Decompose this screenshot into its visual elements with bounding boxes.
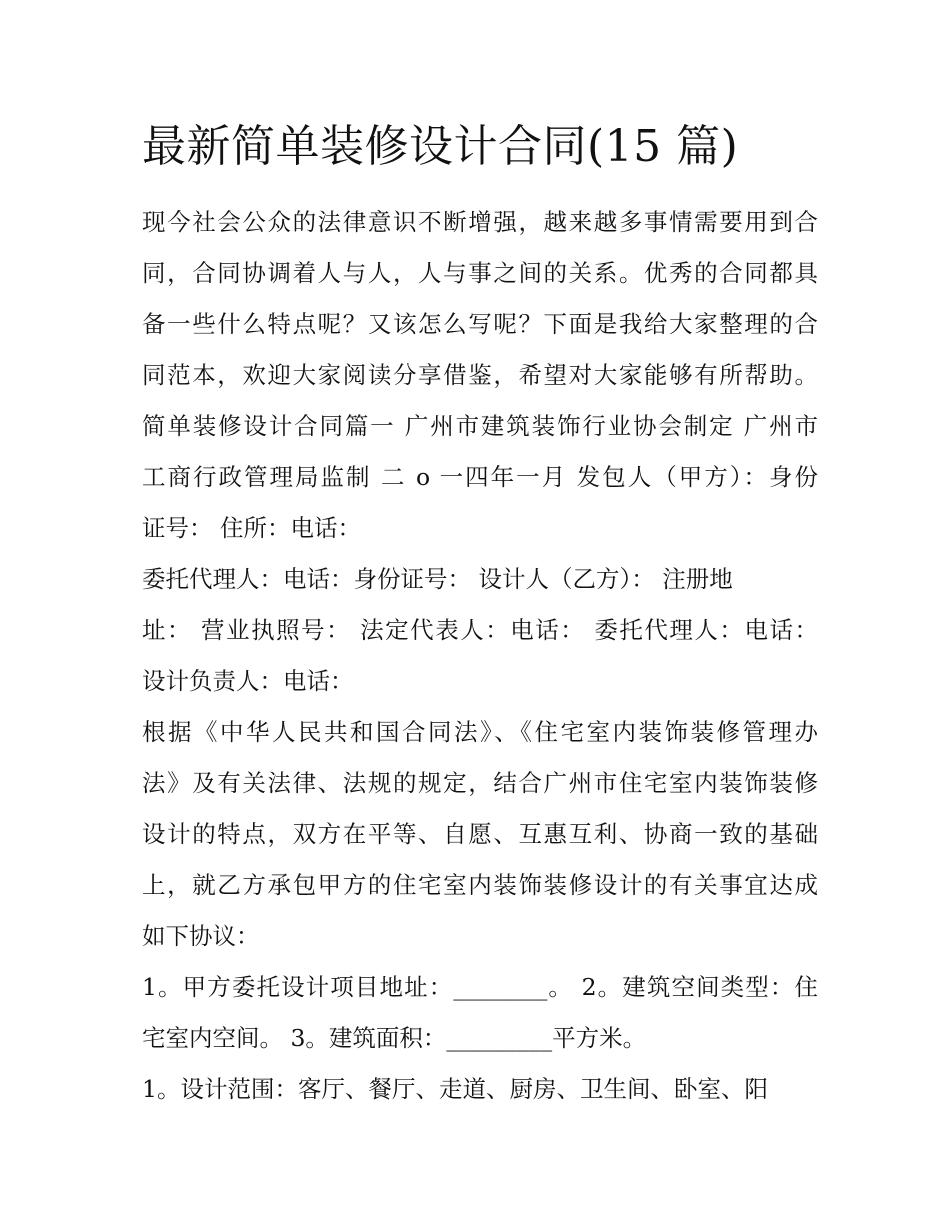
body-line: 根据《中华人民共和国合同法》、《住宅室内装饰装修管理办: [142, 718, 818, 746]
body-line: 工商行政管理局监制 二 o 一四年一月 发包人（甲方）：身份: [142, 463, 818, 491]
body-line: 上，就乙方承包甲方的住宅室内装饰装修设计的有关事宜达成: [142, 871, 818, 899]
body-line: 法》及有关法律、法规的规定，结合广州市住宅室内装饰装修: [142, 769, 818, 797]
body-line: 同范本，欢迎大家阅读分享借鉴，希望对大家能够有所帮助。: [142, 361, 818, 389]
body-line: 现今社会公众的法律意识不断增强，越来越多事情需要用到合: [142, 208, 818, 236]
body-line: 设计的特点，双方在平等、自愿、互惠互利、协商一致的基础: [142, 820, 818, 848]
body-line: 备一些什么特点呢？又该怎么写呢？下面是我给大家整理的合: [142, 310, 818, 338]
body-line: 设计负责人：电话：: [142, 667, 354, 695]
body-line: 简单装修设计合同篇一 广州市建筑装饰行业协会制定 广州市: [142, 412, 818, 440]
document-body: [142, 197, 818, 1115]
body-line: 1。甲方委托设计项目地址：________。 2。建筑空间类型：住: [142, 973, 818, 1001]
body-line: 1。设计范围：客厅、餐厅、走道、厨房、卫生间、卧室、阳: [142, 1075, 768, 1103]
body-line: 证号： 住所：电话：: [142, 514, 361, 542]
body-line: 址： 营业执照号： 法定代表人：电话： 委托代理人：电话：: [142, 616, 818, 644]
body-line: 如下协议：: [142, 922, 260, 950]
document-title: 最新简单装修设计合同(15 篇): [142, 121, 739, 172]
body-line: 宅室内空间。 3。建筑面积：_________平方米。: [142, 1024, 647, 1052]
body-line: 同，合同协调着人与人，人与事之间的关系。优秀的合同都具: [142, 259, 818, 287]
body-line: 委托代理人：电话：身份证号： 设计人（乙方）： 注册地: [142, 565, 733, 593]
